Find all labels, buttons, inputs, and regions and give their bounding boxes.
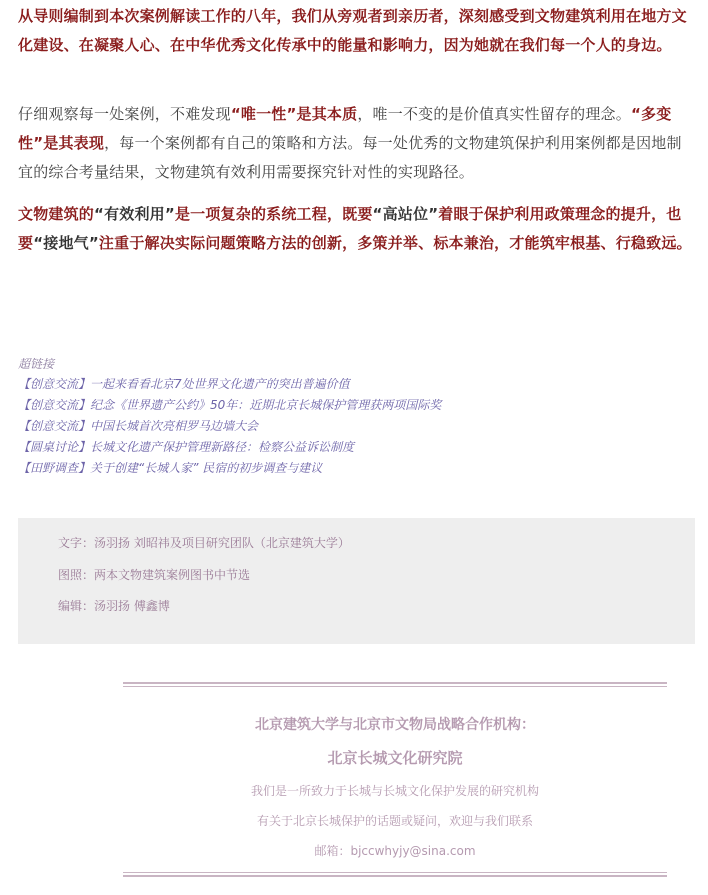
org-section — [123, 714, 667, 859]
closing-paragraph-3 — [18, 200, 694, 258]
hyperlink-item[interactable]: 【创意交流】一起来看看北京7处世界文化遗产的突出普遍价值 — [18, 377, 350, 391]
org-description: 我们是一所致力于长城与长城文化保护发展的研究机构 — [250, 784, 539, 798]
p2-text-c: ，唯一不变的是价值真实性留存的理念。 — [357, 105, 631, 123]
p3-quote-effective-use: “有效利用” — [94, 205, 175, 223]
org-name: 北京长城文化研究院 — [327, 749, 463, 767]
credits-box — [18, 518, 695, 644]
credit-images: 图照：两本文物建筑案例图书中节选 — [58, 568, 251, 582]
org-contact-invite: 有关于北京长城保护的话题或疑问，欢迎与我们联系 — [256, 814, 533, 828]
hyperlink-item[interactable]: 【创意交流】中国长城首次亮相罗马边墙大会 — [18, 419, 259, 433]
p3-quote-grounded: “接地气” — [33, 234, 99, 252]
p2-highlight-variability: “多变性”是其表现 — [18, 105, 672, 152]
p3-text-e: 着眼于保护利用政策理念的提升，也要 — [18, 205, 682, 252]
hyperlinks-title: 超链接 — [18, 357, 55, 371]
p3-text-g: 注重于解决实际问题策略方法的创新，多策并举、标本兼治，才能筑牢根基、行稳致远。 — [98, 234, 692, 252]
hyperlink-item[interactable]: 【圆桌讨论】长城文化遗产保护管理新路径：检察公益诉讼制度 — [18, 440, 355, 454]
closing-paragraph-2 — [18, 100, 694, 187]
credit-editor: 编辑：汤羽扬 傅鑫博 — [58, 599, 170, 613]
p3-text-a: 文物建筑的 — [18, 205, 95, 223]
credit-text: 文字：汤羽扬 刘昭祎及项目研究团队（北京建筑大学） — [58, 536, 350, 550]
org-divider-top — [123, 682, 667, 687]
p2-text-e: ，每一个案例都有自己的策略和方法。每一处优秀的文物建筑保护利用案例都是因地制宜的综合考量结果，文物建筑有效利用需要探究针对性的实现路径。 — [18, 134, 682, 181]
org-partnership-line: 北京建筑大学与北京市文物局战略合作机构： — [255, 717, 535, 733]
hyperlink-list — [18, 374, 441, 479]
hyperlink-item[interactable]: 【创意交流】纪念《世界遗产公约》50年：近期北京长城保护管理获两项国际奖 — [18, 398, 442, 412]
p3-text-c: 是一项复杂的系统工程，既要 — [174, 205, 373, 223]
hyperlink-item[interactable]: 【田野调查】关于创建“长城人家” 民宿的初步调查与建议 — [18, 461, 323, 475]
org-divider-bottom — [123, 872, 667, 877]
p2-text-a: 仔细观察每一处案例，不难发现 — [18, 105, 231, 123]
closing-paragraph-1: 从导则编制到本次案例解读工作的八年，我们从旁观者到亲历者，深刻感受到文物建筑利用在地方文化建设、在凝聚人心、在中华优秀文化传承中的能量和影响力，因为她就在我们每一个人的身边。 — [18, 7, 687, 54]
p3-quote-high-position: “高站位” — [372, 205, 439, 223]
p2-highlight-uniqueness: “唯一性”是其本质 — [230, 105, 358, 123]
org-email[interactable]: 邮箱：bjccwhyjy@sina.com — [314, 844, 476, 858]
